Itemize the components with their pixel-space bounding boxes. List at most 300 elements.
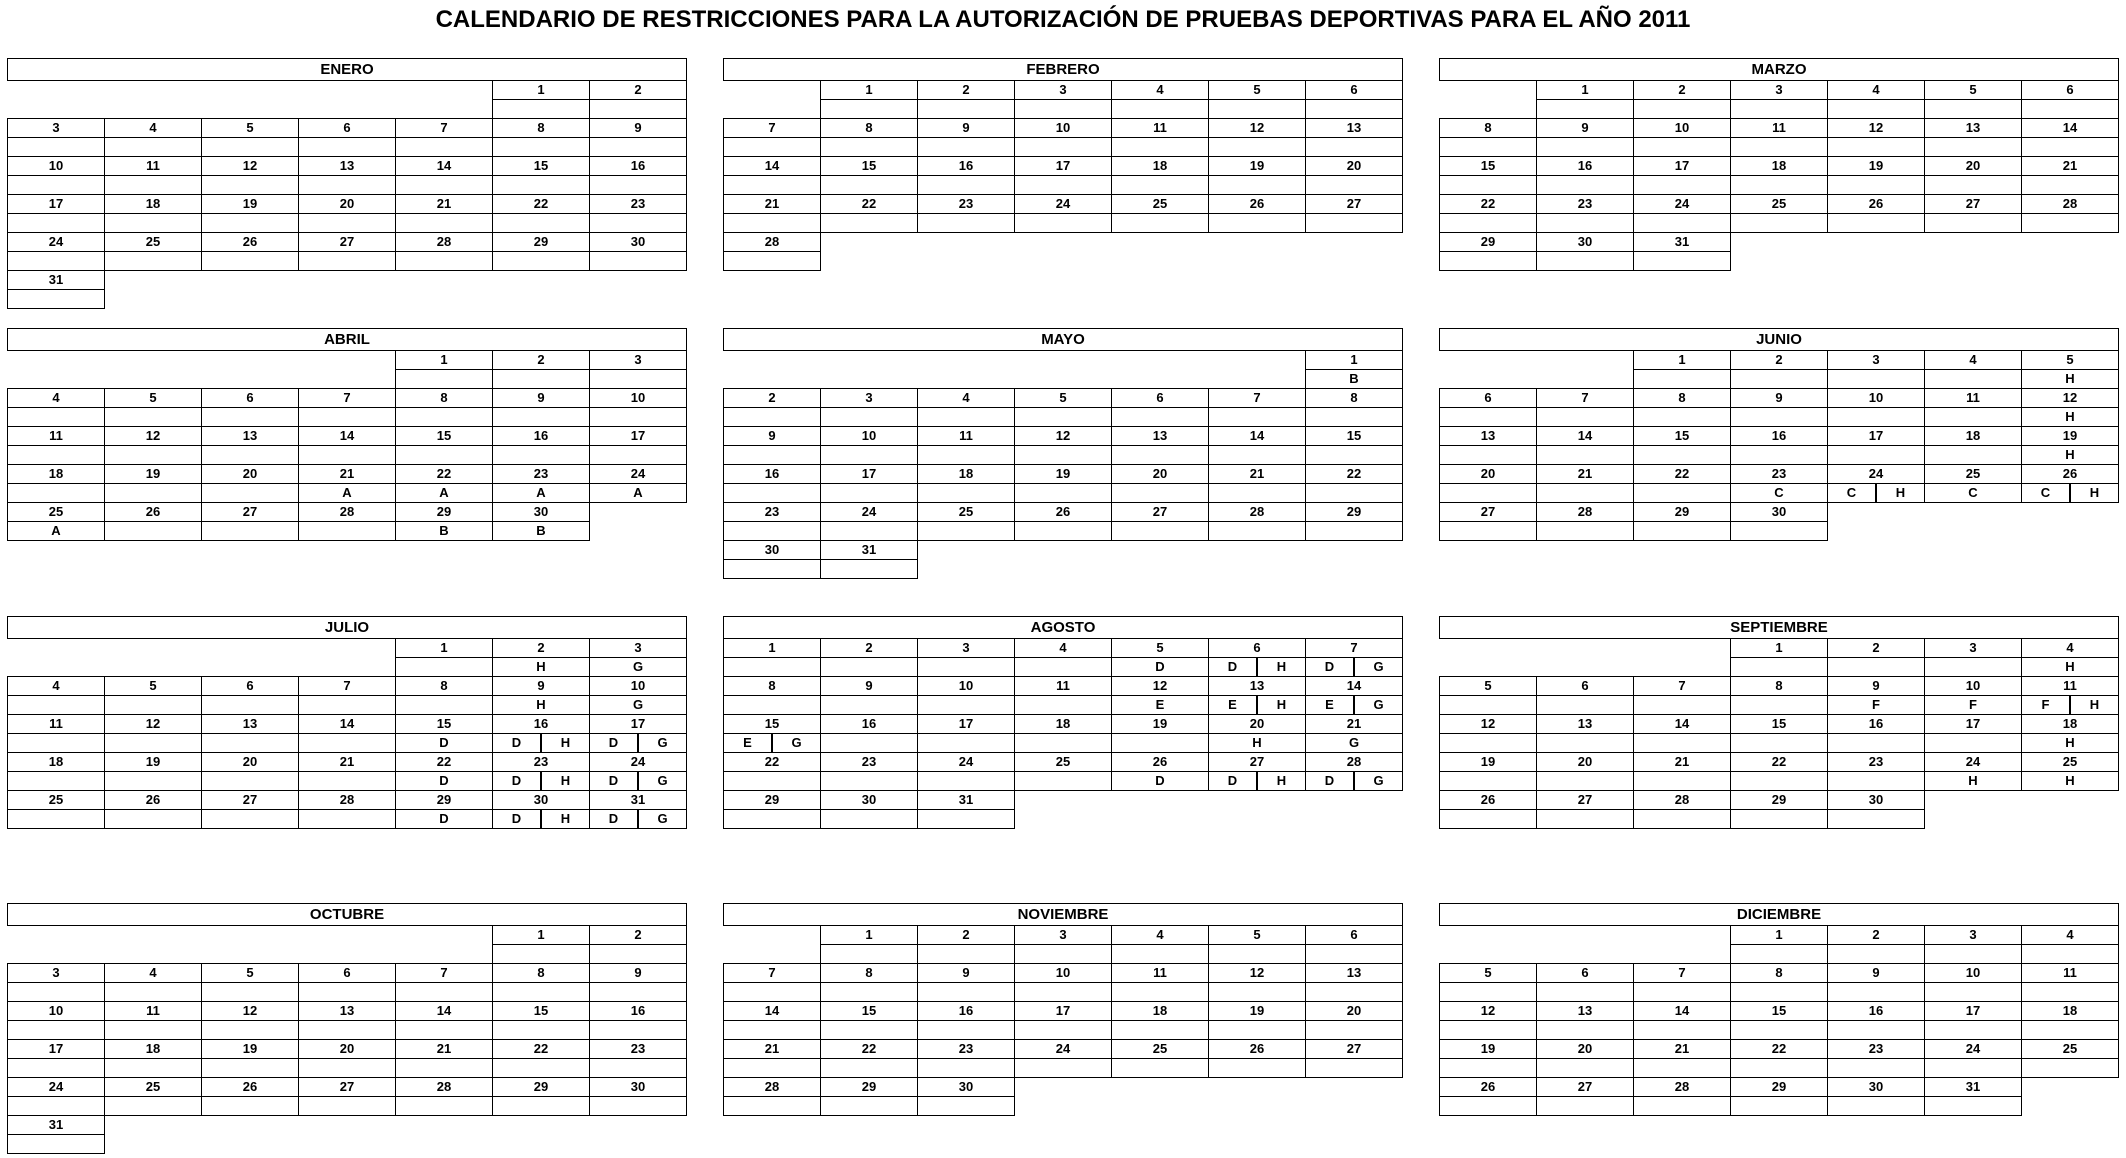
- day-number: 10: [820, 426, 918, 446]
- restriction-cell: [1014, 407, 1112, 427]
- month-header: SEPTIEMBRE: [1439, 616, 2119, 639]
- day-number: 28: [1208, 502, 1306, 522]
- restriction-cell: [1014, 1020, 1112, 1040]
- day-number: 27: [201, 790, 299, 810]
- day-number: 3: [1924, 925, 2022, 945]
- day-number: 1: [1730, 638, 1828, 658]
- day-number: 25: [104, 1077, 202, 1097]
- day-number: 24: [1827, 464, 1925, 484]
- restriction-cell: [298, 771, 396, 791]
- restriction-cell: [1208, 99, 1306, 119]
- restriction-cell: [820, 771, 918, 791]
- month-header: OCTUBRE: [7, 903, 687, 926]
- day-number: 26: [104, 502, 202, 522]
- day-number: 6: [1536, 676, 1634, 696]
- day-number: 11: [1924, 388, 2022, 408]
- day-number: 29: [1439, 232, 1537, 252]
- restriction-cell: [1730, 1058, 1828, 1078]
- restriction-code: H: [2069, 484, 2118, 502]
- restriction-cell: [589, 137, 687, 157]
- restriction-cell: [395, 137, 493, 157]
- day-number: 13: [1536, 714, 1634, 734]
- restriction-cell: [492, 407, 590, 427]
- day-number: 4: [7, 388, 105, 408]
- day-number: 27: [298, 232, 396, 252]
- restriction-cell: [1014, 982, 1112, 1002]
- restriction-code: E: [1228, 697, 1237, 712]
- day-number: 30: [589, 232, 687, 252]
- restriction-cell: [201, 483, 299, 503]
- day-number: 5: [104, 676, 202, 696]
- day-number: 20: [1305, 156, 1403, 176]
- restriction-cell: [917, 137, 1015, 157]
- day-number: 15: [1439, 156, 1537, 176]
- restriction-code: F: [1969, 697, 1977, 712]
- restriction-cell: [492, 733, 590, 753]
- restriction-cell: [589, 1058, 687, 1078]
- restriction-cell: [820, 733, 918, 753]
- restriction-cell: [820, 559, 918, 579]
- day-number: 28: [298, 790, 396, 810]
- day-number: 19: [1208, 1001, 1306, 1021]
- restriction-cell: [2021, 733, 2119, 753]
- restriction-cell: [492, 771, 590, 791]
- day-number: 19: [1111, 714, 1209, 734]
- restriction-cell: [1111, 137, 1209, 157]
- day-number: 13: [1924, 118, 2022, 138]
- restriction-cell: [1730, 1020, 1828, 1040]
- restriction-cell: [1536, 175, 1634, 195]
- day-number: 3: [589, 638, 687, 658]
- restriction-code: A: [633, 485, 643, 500]
- restriction-cell: [917, 982, 1015, 1002]
- restriction-cell: [1633, 733, 1731, 753]
- day-number: 24: [7, 232, 105, 252]
- day-number: 12: [201, 156, 299, 176]
- restriction-code: H: [2065, 371, 2075, 386]
- restriction-cell: [298, 1096, 396, 1116]
- restriction-cell: [7, 213, 105, 233]
- restriction-cell: [1439, 407, 1537, 427]
- day-number: 12: [1439, 714, 1537, 734]
- day-number: 1: [492, 925, 590, 945]
- day-number: 29: [395, 790, 493, 810]
- month-header: JUNIO: [1439, 328, 2119, 351]
- restriction-cell: [589, 657, 687, 677]
- day-number: 18: [2021, 714, 2119, 734]
- restriction-cell: [492, 137, 590, 157]
- day-number: 15: [723, 714, 821, 734]
- day-number: 8: [395, 676, 493, 696]
- day-number: 29: [1633, 502, 1731, 522]
- month-abril: [7, 328, 687, 580]
- restriction-cell: [1111, 175, 1209, 195]
- restriction-code: D: [1155, 773, 1165, 788]
- day-number: 9: [1827, 676, 1925, 696]
- day-number: 25: [7, 502, 105, 522]
- day-number: 2: [1730, 350, 1828, 370]
- restriction-cell: [492, 251, 590, 271]
- day-number: 15: [820, 1001, 918, 1021]
- restriction-cell: [2021, 137, 2119, 157]
- month-header: MAYO: [723, 328, 1403, 351]
- restriction-code: H: [2069, 696, 2118, 714]
- restriction-cell: [1633, 407, 1731, 427]
- restriction-cell: [201, 809, 299, 829]
- restriction-code: G: [771, 734, 820, 752]
- restriction-cell: [7, 483, 105, 503]
- restriction-cell: [820, 521, 918, 541]
- restriction-cell: [492, 369, 590, 389]
- day-number: 2: [589, 925, 687, 945]
- restriction-cell: [7, 251, 105, 271]
- restriction-cell: [917, 521, 1015, 541]
- restriction-cell: [1730, 99, 1828, 119]
- restriction-cell: [1536, 695, 1634, 715]
- restriction-cell: [492, 213, 590, 233]
- restriction-cell: [1111, 521, 1209, 541]
- restriction-cell: [1536, 1058, 1634, 1078]
- day-number: 23: [917, 194, 1015, 214]
- restriction-code: H: [2065, 409, 2075, 424]
- restriction-cell: [723, 521, 821, 541]
- restriction-cell: [1730, 657, 1828, 677]
- day-number: 9: [589, 963, 687, 983]
- day-number: 25: [7, 790, 105, 810]
- day-number: 26: [2021, 464, 2119, 484]
- day-number: 18: [1014, 714, 1112, 734]
- month-febrero: [723, 58, 1403, 310]
- restriction-cell: [820, 213, 918, 233]
- restriction-cell: [298, 251, 396, 271]
- restriction-cell: [492, 1096, 590, 1116]
- day-number: 23: [917, 1039, 1015, 1059]
- day-number: 11: [917, 426, 1015, 446]
- restriction-cell: [201, 1096, 299, 1116]
- restriction-cell: [917, 657, 1015, 677]
- restriction-cell: [2021, 982, 2119, 1002]
- restriction-code: C: [1968, 485, 1978, 500]
- restriction-code: G: [637, 810, 686, 828]
- day-number: 25: [1111, 194, 1209, 214]
- restriction-cell: [1439, 137, 1537, 157]
- restriction-cell: [820, 944, 918, 964]
- day-number: 4: [1111, 925, 1209, 945]
- day-number: 9: [492, 388, 590, 408]
- day-number: 17: [1633, 156, 1731, 176]
- restriction-cell: [1208, 137, 1306, 157]
- restriction-cell: [104, 982, 202, 1002]
- day-number: 24: [1014, 194, 1112, 214]
- day-number: 11: [1111, 118, 1209, 138]
- day-number: 20: [201, 752, 299, 772]
- restriction-cell: [492, 657, 590, 677]
- restriction-cell: [2021, 1058, 2119, 1078]
- restriction-cell: [1439, 695, 1537, 715]
- restriction-cell: [7, 1096, 105, 1116]
- restriction-cell: [1730, 521, 1828, 541]
- restriction-cell: [1305, 213, 1403, 233]
- day-number: 9: [1730, 388, 1828, 408]
- day-number: 3: [1014, 925, 1112, 945]
- restriction-cell: [589, 251, 687, 271]
- restriction-cell: [589, 695, 687, 715]
- day-number: 4: [104, 118, 202, 138]
- restriction-cell: [1305, 445, 1403, 465]
- restriction-cell: [1827, 1096, 1925, 1116]
- restriction-code: D: [439, 773, 449, 788]
- day-number: 15: [1633, 426, 1731, 446]
- day-number: 10: [1014, 118, 1112, 138]
- restriction-cell: [1730, 483, 1828, 503]
- day-number: 6: [1305, 925, 1403, 945]
- day-number: 16: [723, 464, 821, 484]
- day-number: 5: [1924, 80, 2022, 100]
- restriction-code: C: [2040, 485, 2051, 500]
- restriction-cell: [298, 137, 396, 157]
- day-number: 16: [492, 426, 590, 446]
- restriction-cell: [492, 982, 590, 1002]
- restriction-cell: [589, 1096, 687, 1116]
- restriction-cell: [820, 483, 918, 503]
- day-number: 18: [104, 1039, 202, 1059]
- restriction-cell: [395, 445, 493, 465]
- restriction-code: G: [637, 734, 686, 752]
- restriction-cell: [1536, 809, 1634, 829]
- day-number: 31: [820, 540, 918, 560]
- restriction-cell: [723, 733, 821, 753]
- restriction-cell: [1305, 695, 1403, 715]
- restriction-cell: [1633, 483, 1731, 503]
- day-number: 11: [104, 156, 202, 176]
- restriction-code: D: [1227, 773, 1238, 788]
- day-number: 10: [589, 676, 687, 696]
- restriction-cell: [104, 213, 202, 233]
- restriction-cell: [1924, 695, 2022, 715]
- restriction-cell: [298, 982, 396, 1002]
- restriction-cell: [1924, 483, 2022, 503]
- restriction-cell: [1014, 771, 1112, 791]
- restriction-cell: [1924, 175, 2022, 195]
- restriction-code: H: [1875, 484, 1924, 502]
- restriction-cell: [2021, 445, 2119, 465]
- day-number: 11: [2021, 963, 2119, 983]
- restriction-cell: [1208, 733, 1306, 753]
- restriction-code: D: [1324, 773, 1335, 788]
- restriction-code: G: [632, 697, 644, 712]
- restriction-cell: [201, 407, 299, 427]
- month-header: FEBRERO: [723, 58, 1403, 81]
- restriction-cell: [1827, 657, 1925, 677]
- day-number: 14: [723, 156, 821, 176]
- day-number: 28: [1536, 502, 1634, 522]
- day-number: 14: [2021, 118, 2119, 138]
- restriction-cell: [723, 175, 821, 195]
- day-number: 27: [1208, 752, 1306, 772]
- restriction-code: C: [1774, 485, 1784, 500]
- restriction-cell: [723, 1058, 821, 1078]
- day-number: 11: [104, 1001, 202, 1021]
- day-number: 19: [1014, 464, 1112, 484]
- day-number: 29: [395, 502, 493, 522]
- restriction-code: D: [1227, 659, 1238, 674]
- day-number: 19: [1827, 156, 1925, 176]
- restriction-cell: [492, 944, 590, 964]
- day-number: 5: [1111, 638, 1209, 658]
- restriction-cell: [201, 251, 299, 271]
- restriction-cell: [1633, 445, 1731, 465]
- restriction-cell: [723, 483, 821, 503]
- restriction-code: B: [536, 523, 546, 538]
- day-number: 12: [1014, 426, 1112, 446]
- day-number: 8: [820, 118, 918, 138]
- restriction-cell: [1827, 137, 1925, 157]
- restriction-cell: [201, 982, 299, 1002]
- day-number: 10: [7, 1001, 105, 1021]
- month-header: ABRIL: [7, 328, 687, 351]
- day-number: 5: [1014, 388, 1112, 408]
- day-number: 14: [298, 714, 396, 734]
- restriction-cell: [1014, 483, 1112, 503]
- day-number: 24: [1633, 194, 1731, 214]
- day-number: 7: [1633, 676, 1731, 696]
- restriction-cell: [723, 213, 821, 233]
- day-number: 15: [492, 156, 590, 176]
- day-number: 15: [1730, 714, 1828, 734]
- restriction-cell: [723, 695, 821, 715]
- day-number: 13: [298, 1001, 396, 1021]
- restriction-cell: [1305, 521, 1403, 541]
- restriction-cell: [820, 809, 918, 829]
- day-number: 25: [1924, 464, 2022, 484]
- day-number: 27: [298, 1077, 396, 1097]
- day-number: 14: [1536, 426, 1634, 446]
- restriction-cell: [2021, 1020, 2119, 1040]
- day-number: 13: [201, 426, 299, 446]
- day-number: 12: [1439, 1001, 1537, 1021]
- restriction-cell: [1208, 657, 1306, 677]
- restriction-cell: [492, 1058, 590, 1078]
- day-number: 23: [492, 464, 590, 484]
- day-number: 26: [1014, 502, 1112, 522]
- day-number: 30: [492, 502, 590, 522]
- restriction-code: B: [1349, 371, 1359, 386]
- day-number: 24: [1014, 1039, 1112, 1059]
- restriction-cell: [1439, 445, 1537, 465]
- restriction-cell: [1111, 982, 1209, 1002]
- restriction-cell: [1730, 771, 1828, 791]
- restriction-cell: [1208, 445, 1306, 465]
- day-number: 17: [1014, 1001, 1112, 1021]
- restriction-cell: [201, 1058, 299, 1078]
- restriction-cell: [492, 521, 590, 541]
- restriction-cell: [589, 445, 687, 465]
- day-number: 26: [1827, 194, 1925, 214]
- day-number: 8: [1730, 963, 1828, 983]
- day-number: 17: [7, 1039, 105, 1059]
- day-number: 2: [492, 350, 590, 370]
- day-number: 7: [395, 118, 493, 138]
- restriction-cell: [104, 483, 202, 503]
- day-number: 10: [1827, 388, 1925, 408]
- day-number: 29: [723, 790, 821, 810]
- restriction-cell: [104, 175, 202, 195]
- restriction-cell: [1730, 1096, 1828, 1116]
- restriction-cell: [7, 407, 105, 427]
- day-number: 23: [1827, 752, 1925, 772]
- month-julio: [7, 616, 687, 868]
- day-number: 8: [1730, 676, 1828, 696]
- day-number: 3: [7, 963, 105, 983]
- restriction-cell: [723, 137, 821, 157]
- restriction-cell: [1305, 944, 1403, 964]
- day-number: 12: [104, 714, 202, 734]
- restriction-cell: [298, 695, 396, 715]
- day-number: 6: [298, 963, 396, 983]
- day-number: 8: [820, 963, 918, 983]
- day-number: 19: [104, 464, 202, 484]
- day-number: 25: [1730, 194, 1828, 214]
- restriction-cell: [1014, 695, 1112, 715]
- restriction-code: H: [1252, 735, 1262, 750]
- restriction-cell: [1439, 175, 1537, 195]
- restriction-cell: [820, 695, 918, 715]
- day-number: 25: [1111, 1039, 1209, 1059]
- day-number: 28: [723, 232, 821, 252]
- restriction-cell: [1208, 1058, 1306, 1078]
- day-number: 11: [2021, 676, 2119, 696]
- day-number: 26: [201, 232, 299, 252]
- restriction-cell: [7, 1134, 105, 1154]
- day-number: 30: [1827, 1077, 1925, 1097]
- restriction-cell: [917, 695, 1015, 715]
- restriction-cell: [492, 695, 590, 715]
- day-number: 24: [917, 752, 1015, 772]
- restriction-cell: [1439, 251, 1537, 271]
- restriction-cell: [1111, 1020, 1209, 1040]
- day-number: 11: [1730, 118, 1828, 138]
- restriction-cell: [820, 1096, 918, 1116]
- restriction-cell: [2021, 695, 2119, 715]
- restriction-cell: [723, 445, 821, 465]
- restriction-cell: [1014, 137, 1112, 157]
- restriction-cell: [917, 809, 1015, 829]
- day-number: 18: [1111, 1001, 1209, 1021]
- day-number: 19: [1208, 156, 1306, 176]
- day-number: 25: [2021, 752, 2119, 772]
- restriction-cell: [1439, 1020, 1537, 1040]
- day-number: 23: [589, 1039, 687, 1059]
- restriction-cell: [395, 1020, 493, 1040]
- restriction-cell: [1305, 1058, 1403, 1078]
- day-number: 16: [1536, 156, 1634, 176]
- day-number: 13: [298, 156, 396, 176]
- restriction-code: D: [608, 735, 619, 750]
- restriction-cell: [917, 213, 1015, 233]
- month-mayo: [723, 328, 1403, 580]
- day-number: 22: [1730, 1039, 1828, 1059]
- day-number: 15: [820, 156, 918, 176]
- day-number: 14: [723, 1001, 821, 1021]
- day-number: 15: [395, 714, 493, 734]
- restriction-cell: [1111, 771, 1209, 791]
- day-number: 12: [104, 426, 202, 446]
- restriction-cell: [7, 521, 105, 541]
- restriction-cell: [298, 521, 396, 541]
- day-number: 17: [589, 426, 687, 446]
- restriction-code: D: [439, 811, 449, 826]
- day-number: 22: [395, 752, 493, 772]
